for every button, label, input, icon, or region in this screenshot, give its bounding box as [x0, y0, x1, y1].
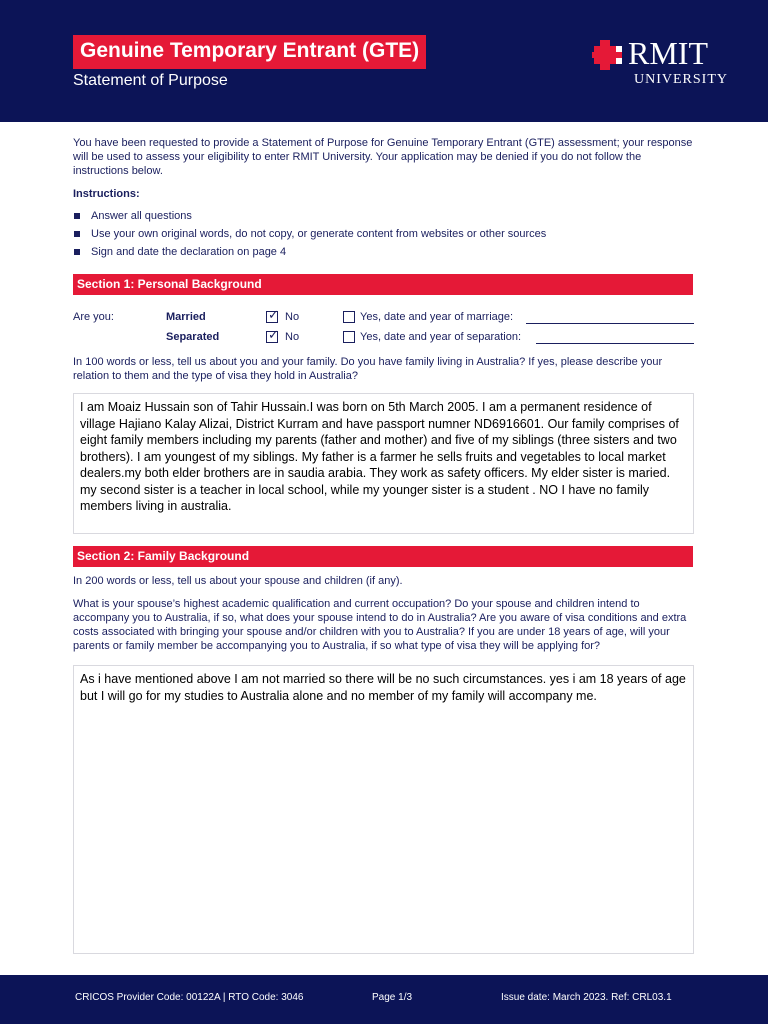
married-no-checkbox[interactable] — [266, 307, 279, 323]
footer-issue-date: Issue date: March 2023. Ref: CRL03.1 — [501, 992, 672, 1003]
intro-paragraph: You have been requested to provide a Statement of Purpose for Genuine Temporary Entrant (GTE) assessment; your response will be used to assess your eligibility to enter RMIT University. Your application may be denied if you do not follow the instructions below. — [73, 137, 693, 177]
instructions-title: Instructions: — [73, 188, 140, 200]
logo-subtext: UNIVERSITY — [634, 72, 728, 87]
list-item: Answer all questions — [73, 209, 546, 227]
separated-label: Separated — [166, 331, 220, 343]
logo-wordmark: RMIT — [628, 35, 708, 71]
document-title: Genuine Temporary Entrant (GTE) — [73, 35, 426, 69]
are-you-label: Are you: — [73, 311, 114, 323]
married-yes-label: Yes, date and year of marriage: — [360, 311, 514, 323]
rmit-pixel-icon — [592, 40, 626, 70]
rmit-logo — [592, 35, 737, 92]
list-item: Use your own original words, do not copy, or generate content from websites or other sources — [73, 227, 546, 245]
separated-no-label: No — [285, 331, 300, 343]
section-1-question: In 100 words or less, tell us about you and your family. Do you have family living in Australia? If yes, please describe your relation to them and the type of visa they hold in Australia? — [73, 356, 663, 382]
separated-yes-checkbox[interactable] — [343, 331, 355, 343]
separation-date-field[interactable] — [536, 343, 694, 344]
married-yes-checkbox[interactable] — [343, 311, 355, 323]
section-1-answer[interactable]: I am Moaiz Hussain son of Tahir Hussain.I was born on 5th March 2005. I am a permanent residence of village Hajiano Kalay Alizai, District Kurram and have passport numner ND6916601. Our family comprises of eight family members including my parents (father and mother) and five of my siblings (three sisters and two brothers). I am youngest of my siblings. My father is a farmer he sells fruits and vegetables to local market dealers.my both elder brothers are in saudia arabia. They work as safety officers. My elder sister is maried. my second sister is a teacher in local school, while my younger sister is a student . NO I have no family members living in australia. — [73, 393, 694, 534]
marriage-date-field[interactable] — [526, 323, 694, 324]
section-2-question-1: In 200 words or less, tell us about your spouse and children (if any). — [73, 575, 403, 587]
section-1-header: Section 1: Personal Background — [73, 274, 693, 295]
bullet-square-icon — [74, 213, 80, 219]
document-subtitle: Statement of Purpose — [73, 72, 228, 89]
page-header — [0, 0, 768, 122]
list-item: Sign and date the declaration on page 4 — [73, 245, 546, 263]
page-footer — [0, 975, 768, 1024]
married-no-label: No — [285, 311, 300, 323]
footer-codes: CRICOS Provider Code: 00122A | RTO Code: 3046 — [75, 992, 304, 1003]
instructions-list — [73, 209, 546, 263]
checkmark-icon: ✓ — [268, 327, 279, 342]
footer-page-number: Page 1/3 — [372, 992, 413, 1003]
married-label: Married — [166, 311, 206, 323]
section-2-question-2: What is your spouse’s highest academic qualification and current occupation? Do your spouse and children intend to accompany you to Australia, if so, what does your spouse intend to do in Australia? Are you aware of visa conditions and extra costs associated with bringing your spouse and/or children with you to Australia? If you are under 18 years of age, will your parents or family member be accompanying you to Australia, if so what type of visa they will be applying for? — [73, 598, 687, 652]
section-2-answer[interactable]: As i have mentioned above I am not married so there will be no such circumstances. yes i am 18 years of age but I will go for my studies to Australia alone and no member of my family will accompany me. — [73, 665, 694, 954]
separated-no-checkbox[interactable] — [266, 327, 279, 343]
bullet-square-icon — [74, 231, 80, 237]
section-2-header: Section 2: Family Background — [73, 546, 693, 567]
separated-yes-label: Yes, date and year of separation: — [360, 331, 522, 343]
bullet-square-icon — [74, 249, 80, 255]
checkmark-icon: ✓ — [268, 307, 279, 322]
